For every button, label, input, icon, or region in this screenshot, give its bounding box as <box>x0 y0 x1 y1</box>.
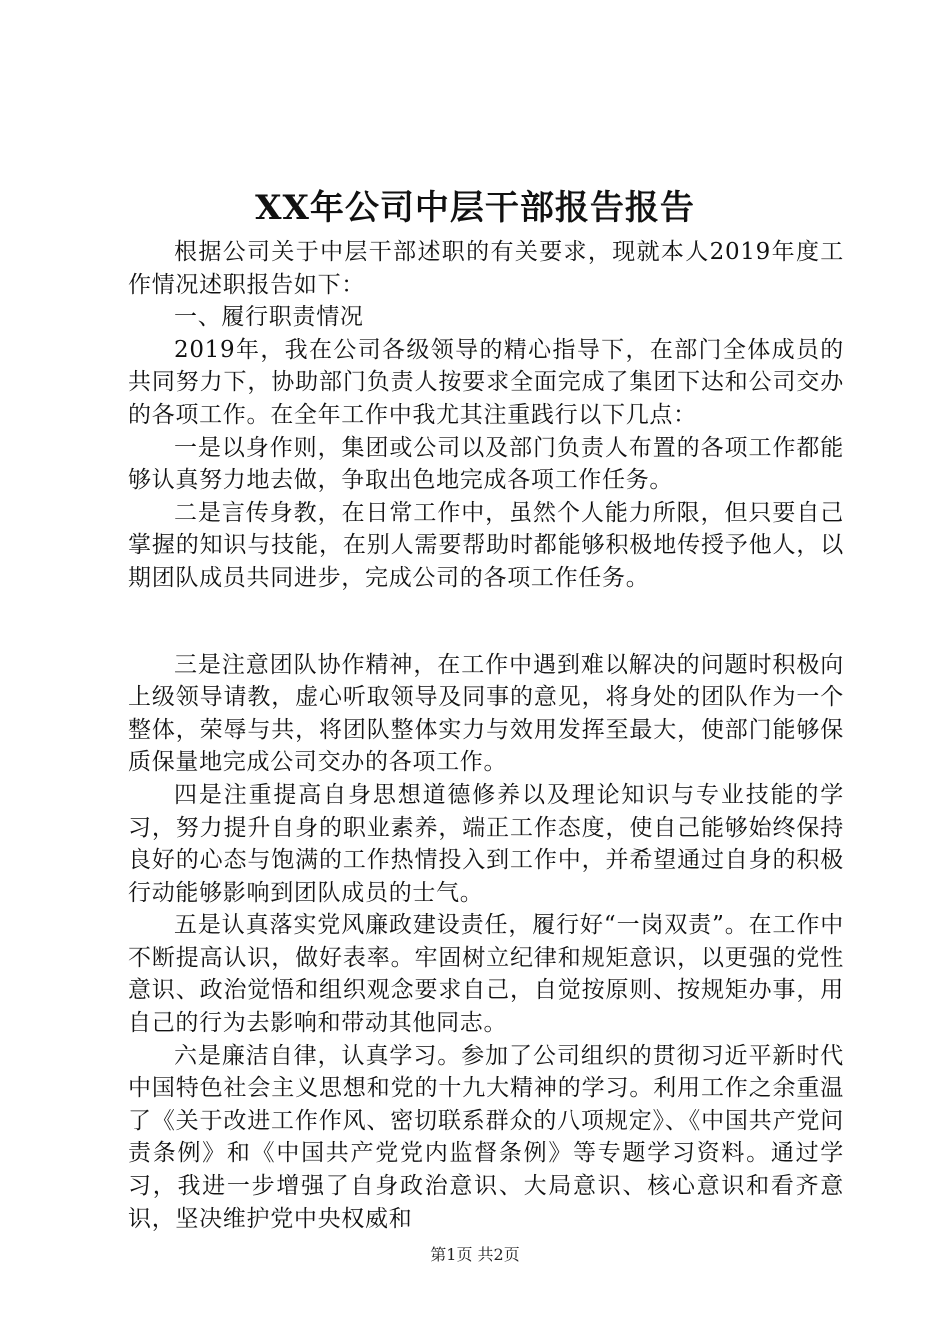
paragraph-point-2: 二是言传身教，在日常工作中，虽然个人能力所限，但只要自己掌握的知识与技能，在别人需要帮助时都能够积极地传授予他人，以期团队成员共同进步，完成公司的各项工作任务。 <box>128 499 844 591</box>
paragraph-point-3: 三是注意团队协作精神，在工作中遇到难以解决的问题时积极向上级领导请教，虚心听取领导及同事的意见，将身处的团队作为一个整体，荣辱与共，将团队整体实力与效用发挥至最大，使部门能够保质保量地完成公司交办的各项工作。 <box>128 651 844 776</box>
paragraph-point-4: 四是注重提高自身思想道德修养以及理论知识与专业技能的学习，努力提升自身的职业素养，端正工作态度，使自己能够始终保持良好的心态与饱满的工作热情投入到工作中，并希望通过自身的积极行动能够影响到团队成员的士气。 <box>128 781 844 906</box>
section-heading-duties: 一、履行职责情况 <box>174 304 364 331</box>
document-title: XX年公司中层干部报告报告 <box>255 188 695 228</box>
paragraph-point-6: 六是廉洁自律，认真学习。参加了公司组织的贯彻习近平新时代中国特色社会主义思想和党的十九大精神的学习。利用工作之余重温了《关于改进工作作风、密切联系群众的八项规定》、《中国共产党问责条例》和《中国共产党党内监督条例》等专题学习资料。通过学习，我进一步增强了自身政治意识、大局意识、核心意识和看齐意识，坚决维护党中央权威和 <box>128 1042 844 1232</box>
paragraph-intro: 根据公司关于中层干部述职的有关要求，现就本人2019年度工作情况述职报告如下： <box>128 239 844 298</box>
paragraph-point-1: 一是以身作则，集团或公司以及部门负责人布置的各项工作都能够认真努力地去做，争取出色地完成各项工作任务。 <box>128 434 844 494</box>
paragraph-summary: 2019年，我在公司各级领导的精心指导下，在部门全体成员的共同努力下，协助部门负责人按要求全面完成了集团下达和公司交办的各项工作。在全年工作中我尤其注重践行以下几点： <box>128 336 844 428</box>
document-body <box>128 236 844 1235</box>
page-number: 第1页 共2页 <box>430 1245 520 1264</box>
paragraph-point-5: 五是认真落实党风廉政建设责任，履行好“一岗双责”。在工作中不断提高认识，做好表率。牢固树立纪律和规矩意识，以更强的党性意识、政治觉悟和组织观念要求自己，自觉按原则、按规矩办事，用自己的行为去影响和带动其他同志。 <box>128 912 844 1037</box>
